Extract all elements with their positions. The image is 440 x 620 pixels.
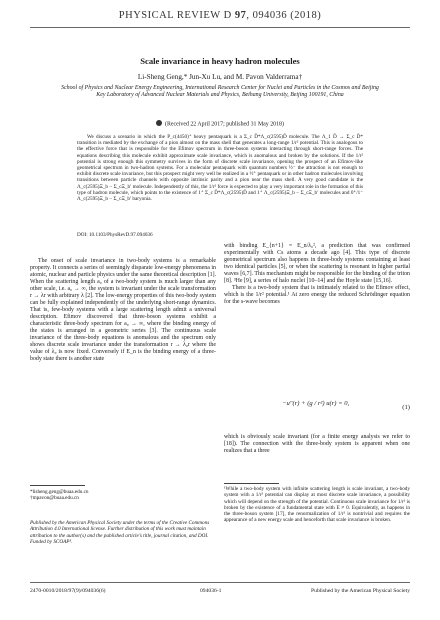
author-list: Li-Sheng Geng,* Jun-Xu Lu, and M. Pavon Valderrama†: [137, 73, 303, 81]
footer-divider: [30, 582, 410, 583]
article-title: Scale invariance in heavy hadron molecules: [140, 56, 300, 66]
doi-line: [77, 232, 153, 238]
footnote-divider: [30, 485, 85, 486]
body-paragraph: There is a two-body system that is intimately related to the Efimov effect, which is the 1/r² potential.¹ At zero energy the reduced Schrödinger equation for the s-wave becomes: [224, 285, 410, 305]
body-paragraph: which is obviously scale invariant (for a finite energy analysis we refer to [18]). The connection with the three-body system is apparent when one realizes that a three: [224, 434, 410, 454]
footnote-1: ¹While a two-body system with infinite scattering length is scale invariant, a two-body system with a 1/r² potential can display at most discrete scale invariance, a possibility which will depend on the strength of the potential. Continuous scale invariance for 1/r² is broken by the existence of a fundamental state with E ≠ 0. Equivalently, as happens in the three-boson system [17], the renormalization of 1/r² is nontrivial and requires the appearance of a new energy scale and henceforth that scale invariance is broken.: [224, 486, 410, 524]
equation-1: [224, 398, 410, 422]
page-number: 094036-1: [200, 588, 222, 594]
journal-header: [0, 10, 440, 21]
received-date: (Received 22 April 2017; published 31 May 2018): [165, 121, 284, 128]
crossmark-icon[interactable]: [156, 120, 162, 126]
received-line: [0, 121, 440, 127]
right-column-continued: [224, 434, 410, 455]
email-link[interactable]: †mpavon@buaa.edu.cn: [30, 495, 79, 502]
equation-number: (1): [402, 404, 410, 411]
equation-body: −u″(r) + (g / r²) u(r) = 0,: [282, 400, 350, 407]
footer-publisher: Published by the American Physical Society: [311, 588, 410, 594]
affiliation: School of Physics and Nuclear Energy Engineering, International Research Center for Nuclei and Particles in the Cosmos and Beijing Key Laboratory of Advanced Nuclear Materials and Physics, Beihang University, Beijing 100191, China: [61, 85, 379, 99]
author-emails: [30, 489, 216, 501]
footnote-divider: [224, 483, 279, 484]
journal-name: PHYSICAL REVIEW D: [118, 10, 232, 21]
journal-volume: 97: [234, 10, 247, 21]
email-link[interactable]: *lisheng.geng@buaa.edu.cn: [30, 489, 89, 495]
footer-issn: 2470-0010/2018/97(9)/094036(6): [30, 588, 106, 594]
header-divider: [30, 27, 410, 28]
doi-link[interactable]: DOI: 10.1103/PhysRevD.97.094036: [77, 232, 153, 238]
body-paragraph: The onset of scale invariance in two-body systems is a remarkable property. It connects a series of seemingly disparate low-energy phenomena in atomic, nuclear and particle physics under the same theoretical description [1]. When the scattering length a₀ of a two-body system is much larger than any other scale, i.e. a₀ → ∞, the system is invariant under the scale transformation r → λr with arbitrary λ [2]. The low-energy properties of this two-body system can be fully explained independently of the underlying short-range dynamics. That is, few-body systems with a large scattering length admit a universal description. Efimov discovered that three-boson systems exhibit a characteristic three-body spectrum for a₀ → ∞, where the binding energy of the states is arranged in a geometric series [3]. The continuous scale invariance of the three-body equations is anomalous and the spectrum only shows discrete scale invariance under the transformation r → λ₀r where the value of λ₀ is now fixed. Conversely if E_n is the binding energy of a three-body state there is another state: [30, 258, 216, 362]
license-note: Published by the American Physical Society under the terms of the Creative Commons Attribution 4.0 International license. Further distribution of this work must maintain attribution to the author(s) and the published article’s title, journal citation, and DOI. Funded by SCOAP³.: [30, 520, 210, 545]
abstract: [77, 134, 363, 202]
left-column: [30, 258, 216, 363]
body-paragraph: with binding E_{n+1} = E_n/λ₀², a prediction that was confirmed experimentally with Cs atoms a decade ago [4]. This type of discrete geometrical spectrum also happens in three-body systems containing at least two identical particles [5], or when the scattering is resonant in higher partial waves [6,7]. This mechanism might be responsible for the binding of the triton [8]. ³He [9], a series of halo nuclei [10–14] and the Hoyle state [15,16].: [224, 243, 410, 284]
right-column: [224, 243, 410, 306]
article-info: , 094036 (2018): [246, 10, 322, 21]
abstract-text: We discuss a scenario in which the P_c(4450)⁺ heavy pentaquark is a Σ_c D̄*Λ_c(2595)D̄ molecule. The Λ_1 D̄ → Σ_c D̄* transition is mediated by the exchange of a pion almost on the mass shell that generates a long-range 1/r² potential. This is analogous to the effective force that is responsible for the Efimov spectrum in three-boson systems interacting through short-range forces. The equations describing this molecule exhibit approximate scale invariance, which is anomalous and broken by the solutions. If the 1/r² potential is strong enough this symmetry survives in the form of discrete scale invariance, opening the prospect of an Efimov-like geometrical spectrum in two-hadron systems. For a molecular pentaquark with quantum numbers ½⁻ the attraction is not enough to exhibit discrete scale invariance, but this prospect might very well be realized in a ½⁺ pentaquark or in other hadron molecules involving transitions between particle channels with opposite intrinsic parity and a pion near the mass shell. A very good candidate is the Λ_c(2595)Ξ_b − Σ_cΞ_b′ molecule. Independently of this, the 1/r² force is expected to play a very important role in the formation of this type of hadron molecule, which points to the existence of 1⁺ Σ_c D̄*Λ_c(2595)D̄ and 1⁺ Λ_c(2595)Ξ_b − Σ_cΞ_b′ molecules and 0⁺/1⁻ Λ_c(2595)Ξ_b − Σ_cΞ_b′ baryonia.: [77, 134, 363, 203]
